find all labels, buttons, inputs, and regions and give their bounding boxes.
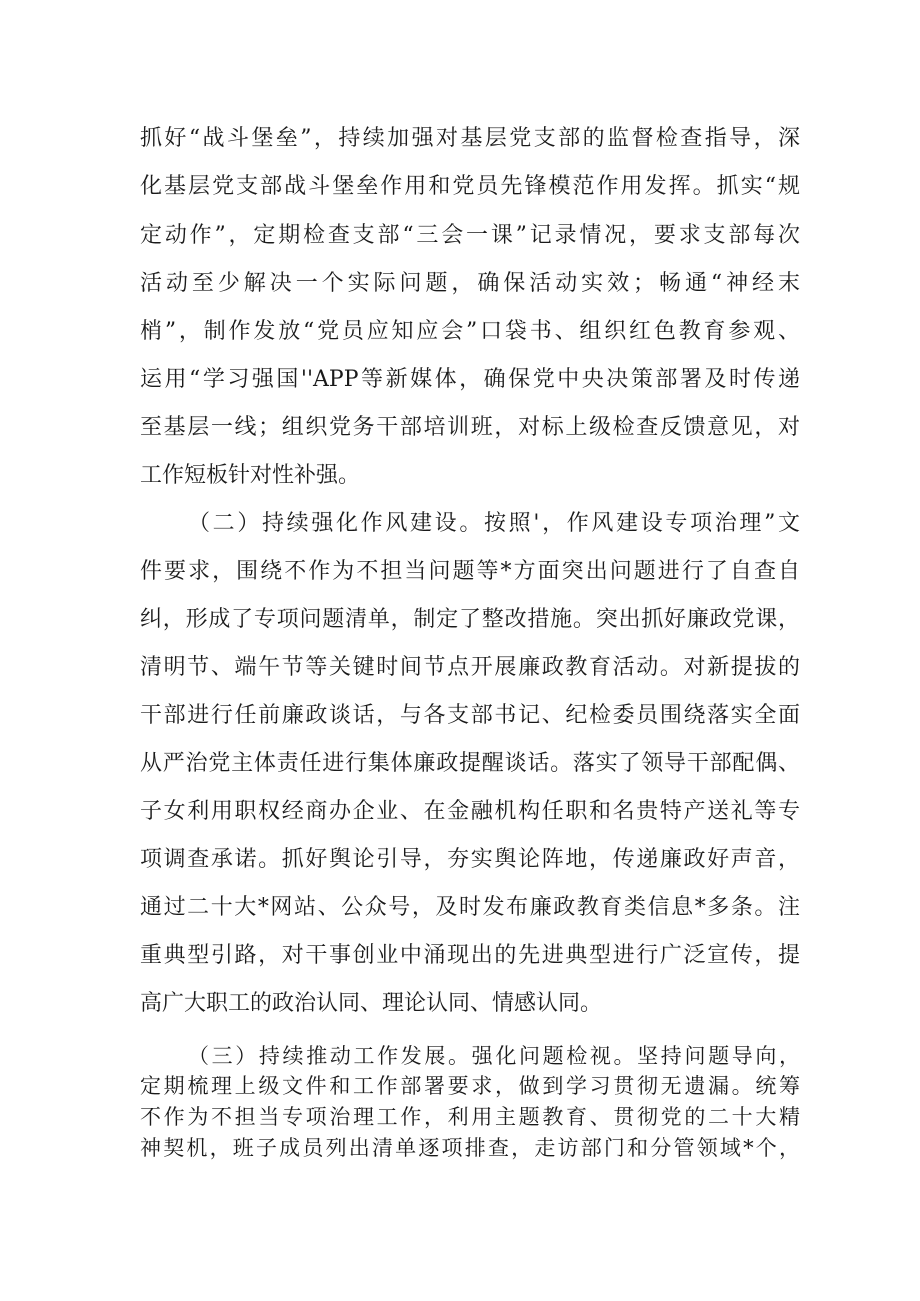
paragraph-line: 定动作”，定期检查支部“三会一课”记录情况，要求支部每次: [140, 223, 800, 248]
paragraph-line: 重典型引路，对干事创业中涌现出的先进典型进行广泛宣传，提: [140, 943, 800, 968]
paragraph-line: 活动至少解决一个实际问题，确保活动实效；畅通“神经末: [140, 271, 800, 296]
paragraph-line: 不作为不担当专项治理工作，利用主题教育、贯彻党的二十大精: [140, 1105, 800, 1129]
paragraph-line: 工作短板针对性补强。: [140, 463, 361, 488]
paragraph-line: 清明节、端午节等关键时间节点开展廉政教育活动。对新提拔的: [140, 655, 800, 680]
paragraph-line: 梢”，制作发放“党员应知应会”口袋书、组织红色教育参观、: [140, 319, 800, 344]
paragraph-line: 纠，形成了专项问题清单，制定了整改措施。突出抓好廉政党课，: [140, 607, 800, 632]
paragraph-line: 件要求，围绕不作为不担当问题等*方面突出问题进行了自查自: [140, 559, 800, 584]
paragraph-line: 子女利用职权经商办企业、在金融机构任职和名贵特产送礼等专: [140, 799, 800, 824]
paragraph-line: 化基层党支部战斗堡垒作用和党员先锋模范作用发挥。抓实“规: [140, 174, 800, 199]
paragraph-line: 运用“学习强国''APP等新媒体，确保党中央决策部署及时传递: [140, 367, 800, 392]
paragraph-line: （二）持续强化作风建设。按照'，作风建设专项治理”文: [188, 511, 800, 536]
paragraph-line: 项调查承诺。抓好舆论引导，夯实舆论阵地，传递廉政好声音，: [140, 847, 800, 872]
paragraph-line: 定期梳理上级文件和工作部署要求，做到学习贯彻无遗漏。统筹: [140, 1074, 800, 1098]
paragraph-line: 神契机，班子成员列出清单逐项排查，走访部门和分管领域*个，: [140, 1136, 800, 1160]
paragraph-line: 至基层一线；组织党务干部培训班，对标上级检查反馈意见，对: [140, 415, 800, 440]
paragraph-line: 通过二十大*网站、公众号，及时发布廉政教育类信息*多条。注: [140, 895, 800, 920]
paragraph-line: （三）持续推动工作发展。强化问题检视。坚持问题导向，: [188, 1044, 800, 1068]
paragraph-line: 高广大职工的政治认同、理论认同、情感认同。: [140, 991, 603, 1016]
paragraph-line: 干部进行任前廉政谈话，与各支部书记、纪检委员围绕落实全面: [140, 703, 800, 728]
paragraph-line: 从严治党主体责任进行集体廉政提醒谈话。落实了领导干部配偶、: [140, 751, 800, 776]
paragraph-line: 抓好“战斗堡垒”，持续加强对基层党支部的监督检查指导，深: [140, 126, 800, 151]
